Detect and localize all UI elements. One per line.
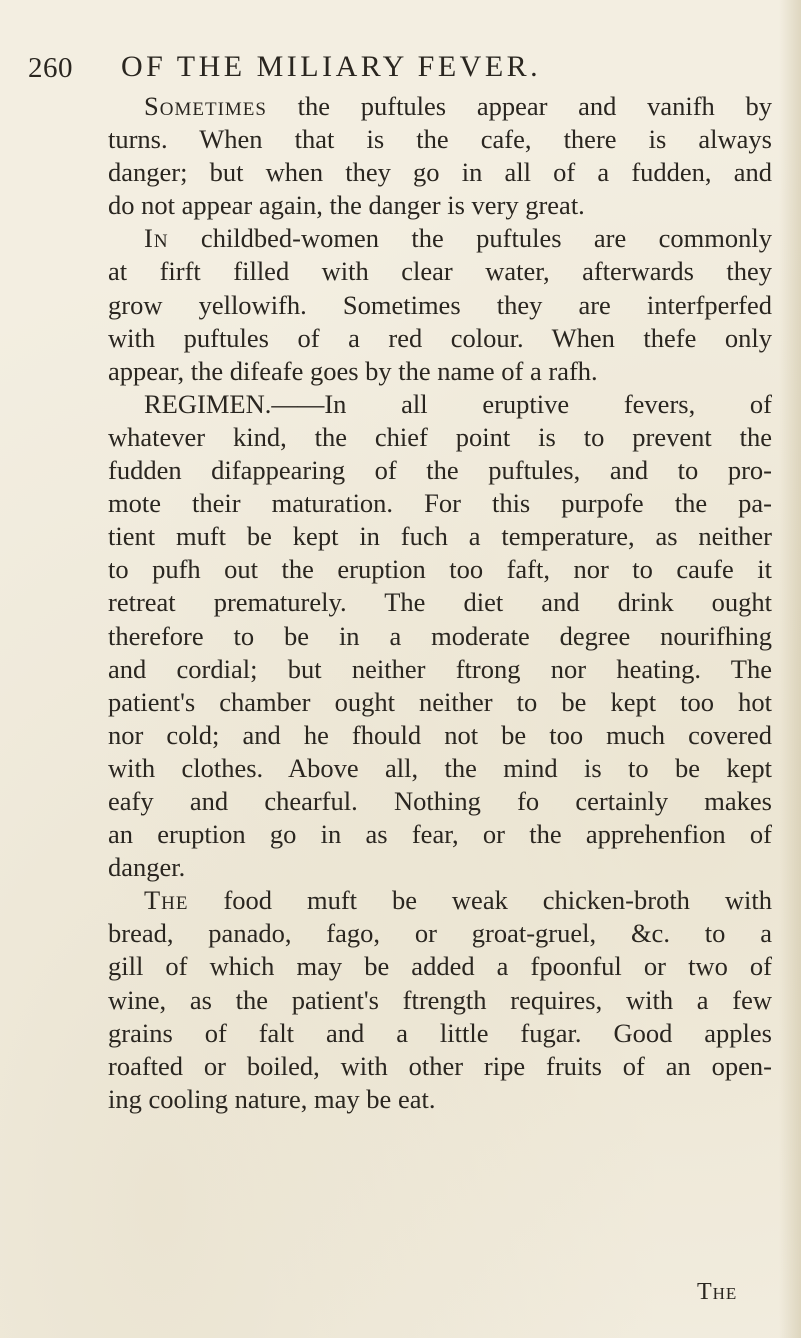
page-edge-shadow (779, 0, 801, 1338)
running-head: OF THE MILIARY FEVER. (121, 50, 542, 83)
text-line: at firft filled with clear water, afterwards they (108, 256, 772, 287)
text-line: with puftules of a red colour. When thefe only (108, 322, 772, 353)
text-line: whatever kind, the chief point is to prevent the (108, 421, 772, 452)
text-line: to pufh out the eruption too faft, nor to caufe it (108, 554, 772, 585)
text-line: appear, the difeafe goes by the name of a rafh. (108, 355, 598, 386)
paragraph-lead: In (144, 223, 169, 254)
line-text: ——In all eruptive fevers, of (271, 388, 772, 419)
text-line: do not appear again, the danger is very great. (108, 190, 585, 221)
text-line: roafted or boiled, with other ripe fruits of an open- (108, 1050, 772, 1081)
text-line: patient's chamber ought neither to be kept too hot (108, 686, 772, 717)
body-text (108, 90, 772, 1116)
text-line: eafy and chearful. Nothing fo certainly makes (108, 785, 772, 816)
text-line: ing cooling nature, may be eat. (108, 1083, 436, 1114)
text-line: bread, panado, fago, or groat-gruel, &c. to a (108, 918, 772, 949)
text-line: turns. When that is the cafe, there is always (108, 124, 772, 155)
text-line: an eruption go in as fear, or the apprehenfion of (108, 819, 772, 850)
text-line: grains of falt and a little fugar. Good apples (108, 1017, 772, 1048)
text-line: wine, as the patient's ftrength requires, with a few (108, 984, 772, 1015)
paragraph-lead: The (144, 885, 189, 916)
line-text: childbed-women the puftules are commonly (168, 223, 772, 254)
text-line: and cordial; but neither ftrong nor heating. The (108, 653, 772, 684)
text-line: with clothes. Above all, the mind is to be kept (108, 752, 772, 783)
text-line (108, 222, 772, 255)
text-line (108, 884, 772, 917)
catchword: The (697, 1279, 738, 1305)
section-heading: REGIMEN. (144, 388, 272, 419)
text-line: therefore to be in a moderate degree nourifhing (108, 620, 772, 651)
text-line: fudden difappearing of the puftules, and to pro- (108, 455, 772, 486)
page-number: 260 (28, 52, 73, 84)
text-line (108, 90, 772, 123)
text-line: gill of which may be added a fpoonful or two of (108, 951, 772, 982)
text-line: nor cold; and he fhould not be too much covered (108, 719, 772, 750)
text-line: tient muft be kept in fuch a temperature, as neither (108, 521, 772, 552)
text-line: danger. (108, 852, 186, 883)
text-line: grow yellowifh. Sometimes they are interfperfed (108, 289, 772, 320)
line-text: the puftules appear and vanifh by (266, 91, 772, 121)
line-text: food muft be weak chicken-broth with (188, 885, 772, 916)
text-line: mote their maturation. For this purpofe the pa- (108, 488, 772, 519)
text-line (108, 388, 772, 421)
text-line: danger; but when they go in all of a fudden, and (108, 157, 772, 188)
text-line: retreat prematurely. The diet and drink ought (108, 587, 772, 618)
paragraph-lead: Sometimes (144, 91, 267, 121)
